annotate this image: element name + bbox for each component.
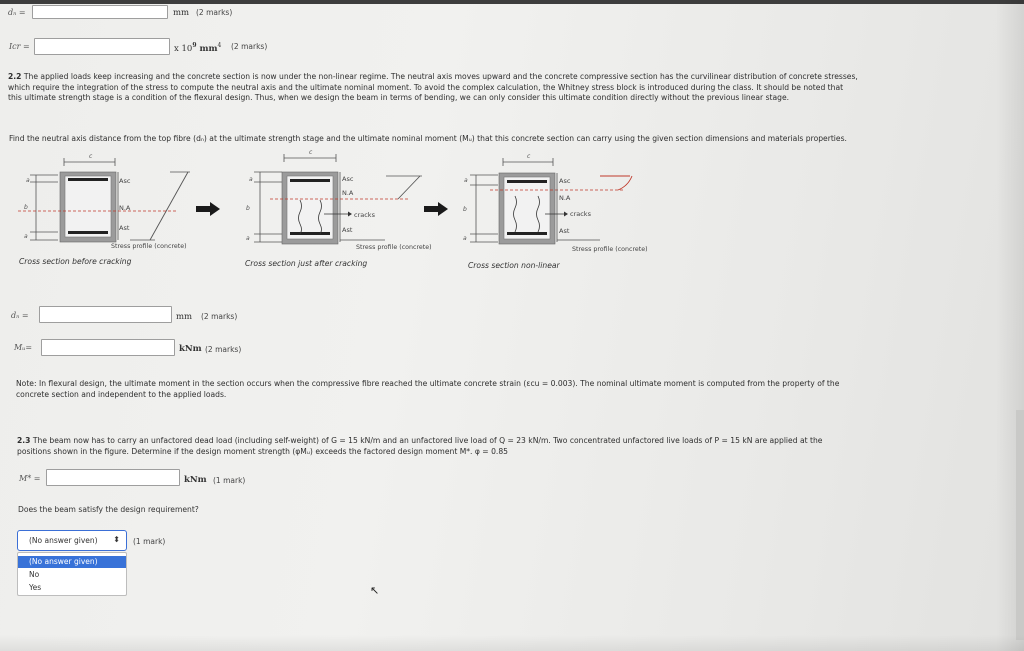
q23-line2: positions shown in the figure. Determine if the design moment strength (φMᵤ) exceeds the factored design moment M*. φ = 0.85 xyxy=(17,447,508,456)
icr-label: Icr = xyxy=(9,42,30,51)
q22-intro-line2: which require the integration of the stress to compute the neutral axis and the ultimate nominal moment. To avoid the complex calculation, the Whitney stress block is introduced during the class. It should be noted that xyxy=(8,82,844,92)
m-star-label: M* = xyxy=(19,474,41,483)
section-after-cracking xyxy=(246,149,432,251)
answer-select-value: (No answer given) xyxy=(29,536,98,545)
dn-input[interactable] xyxy=(39,306,172,323)
dim-a-2-bottom: a xyxy=(246,235,250,242)
mouse-cursor-icon: ↖ xyxy=(370,584,380,597)
q22-task: Find the neutral axis distance from the top fibre (dₙ) at the ultimate strength stage and the ultimate nominal moment (Mᵤ) that this concrete section can carry using the given section dimensions and materials properties. xyxy=(9,134,847,143)
scrollbar[interactable] xyxy=(1016,410,1024,640)
na-label-1: N.A xyxy=(119,204,131,212)
ast-label-2: Ast xyxy=(342,226,353,234)
section-before-cracking xyxy=(18,153,190,250)
note-line2: concrete section and independent to the applied loads. xyxy=(16,390,227,399)
cross-section-figure xyxy=(0,148,700,272)
icr-unit: x $10^9$ $mm^4$ xyxy=(174,42,222,54)
icr-input[interactable] xyxy=(34,38,170,55)
mu-marks: (2 marks) xyxy=(205,345,242,354)
dim-b-2: b xyxy=(246,205,250,212)
caption-non-linear: Cross section non-linear xyxy=(468,261,560,270)
arrow-1 xyxy=(196,202,220,216)
stress-profile-2: Stress profile (concrete) xyxy=(356,244,432,251)
mu-unit: kNm xyxy=(179,344,202,354)
dn-unit: mm xyxy=(176,312,193,322)
asc-label-2: Asc xyxy=(342,175,354,183)
answer-select[interactable] xyxy=(17,530,127,551)
dim-a-3-bottom: a xyxy=(463,235,467,242)
q23-text xyxy=(17,435,1007,457)
q23-line1: The beam now has to carry an unfactored dead load (including self-weight) of G = 15 kN/m and an unfactored live load of Q = 23 kN/m. Two concentrated unfactored live loads of P = 15 kN are applied at the xyxy=(32,436,823,445)
icr-marks: (2 marks) xyxy=(231,42,268,51)
note-line1: Note: In flexural design, the ultimate moment in the section occurs when the compressive fibre reached the ultimate concrete strain (εcu = 0.003). The nominal ultimate moment is computed from the property of the xyxy=(16,379,840,388)
dn-input-top[interactable] xyxy=(32,5,168,19)
arrow-2 xyxy=(424,202,448,216)
option-no[interactable]: No xyxy=(29,570,40,579)
section-non-linear xyxy=(463,153,648,253)
dim-b-3: b xyxy=(463,206,467,213)
na-label-3: N.A xyxy=(559,194,571,202)
dn-label: dₙ = xyxy=(11,311,29,320)
q22-number: 2.2 xyxy=(8,72,22,81)
asc-label-3: Asc xyxy=(559,177,571,185)
mu-input[interactable] xyxy=(41,339,175,356)
na-label-2: N.A xyxy=(342,189,354,197)
select-updown-icon: ⬍ xyxy=(113,535,120,544)
caption-before-cracking: Cross section before cracking xyxy=(19,257,132,266)
cracks-label-2: cracks xyxy=(354,211,375,219)
q22-intro-line3: this ultimate strength stage is a condition of the flexural design. Thus, when we design the beam in terms of bending, we can only consider this ultimate condition directly without the previous linear stage. xyxy=(8,93,790,102)
q22-intro xyxy=(8,72,1008,104)
dim-a-1-bottom: a xyxy=(24,233,28,240)
dim-c-2: c xyxy=(309,149,313,156)
select-marks: (1 mark) xyxy=(133,537,166,546)
m-star-unit: kNm xyxy=(184,475,207,485)
cracks-label-3: cracks xyxy=(570,210,591,218)
dim-c-1: c xyxy=(89,153,93,160)
mu-label: Mᵤ= xyxy=(14,343,33,352)
ast-label-3: Ast xyxy=(559,227,570,235)
ast-label-1: Ast xyxy=(119,224,130,232)
dim-a-1-top: a xyxy=(26,177,30,184)
bottom-shade xyxy=(0,635,1024,651)
flexural-note xyxy=(16,378,1006,400)
m-star-marks: (1 mark) xyxy=(213,476,246,485)
dim-b-1: b xyxy=(24,204,28,211)
m-star-input[interactable] xyxy=(46,469,180,486)
asc-label-1: Asc xyxy=(119,177,131,185)
dn-marks: (2 marks) xyxy=(201,312,238,321)
answer-dropdown xyxy=(17,552,127,596)
dn-unit-top: mm xyxy=(173,8,190,18)
top-bar xyxy=(0,0,1024,4)
caption-after-cracking: Cross section just after cracking xyxy=(245,259,368,268)
q23-number: 2.3 xyxy=(17,436,31,445)
design-question: Does the beam satisfy the design requirement? xyxy=(18,505,199,514)
dn-marks-top: (2 marks) xyxy=(196,8,233,17)
option-yes[interactable]: Yes xyxy=(29,583,42,592)
q22-intro-line1: The applied loads keep increasing and the concrete section is now under the non-linear regime. The neutral axis moves upward and the concrete compressive section has the curvilinear distribution of concrete stresses, xyxy=(23,72,858,81)
dn-label-top: dₙ = xyxy=(8,8,26,17)
stress-profile-1: Stress profile (concrete) xyxy=(111,243,187,250)
dim-c-3: c xyxy=(527,153,531,160)
stress-profile-3: Stress profile (concrete) xyxy=(572,246,648,253)
dim-a-2-top: a xyxy=(249,176,253,183)
dim-a-3-top: a xyxy=(464,177,468,184)
option-no-answer[interactable]: (No answer given) xyxy=(18,556,126,568)
